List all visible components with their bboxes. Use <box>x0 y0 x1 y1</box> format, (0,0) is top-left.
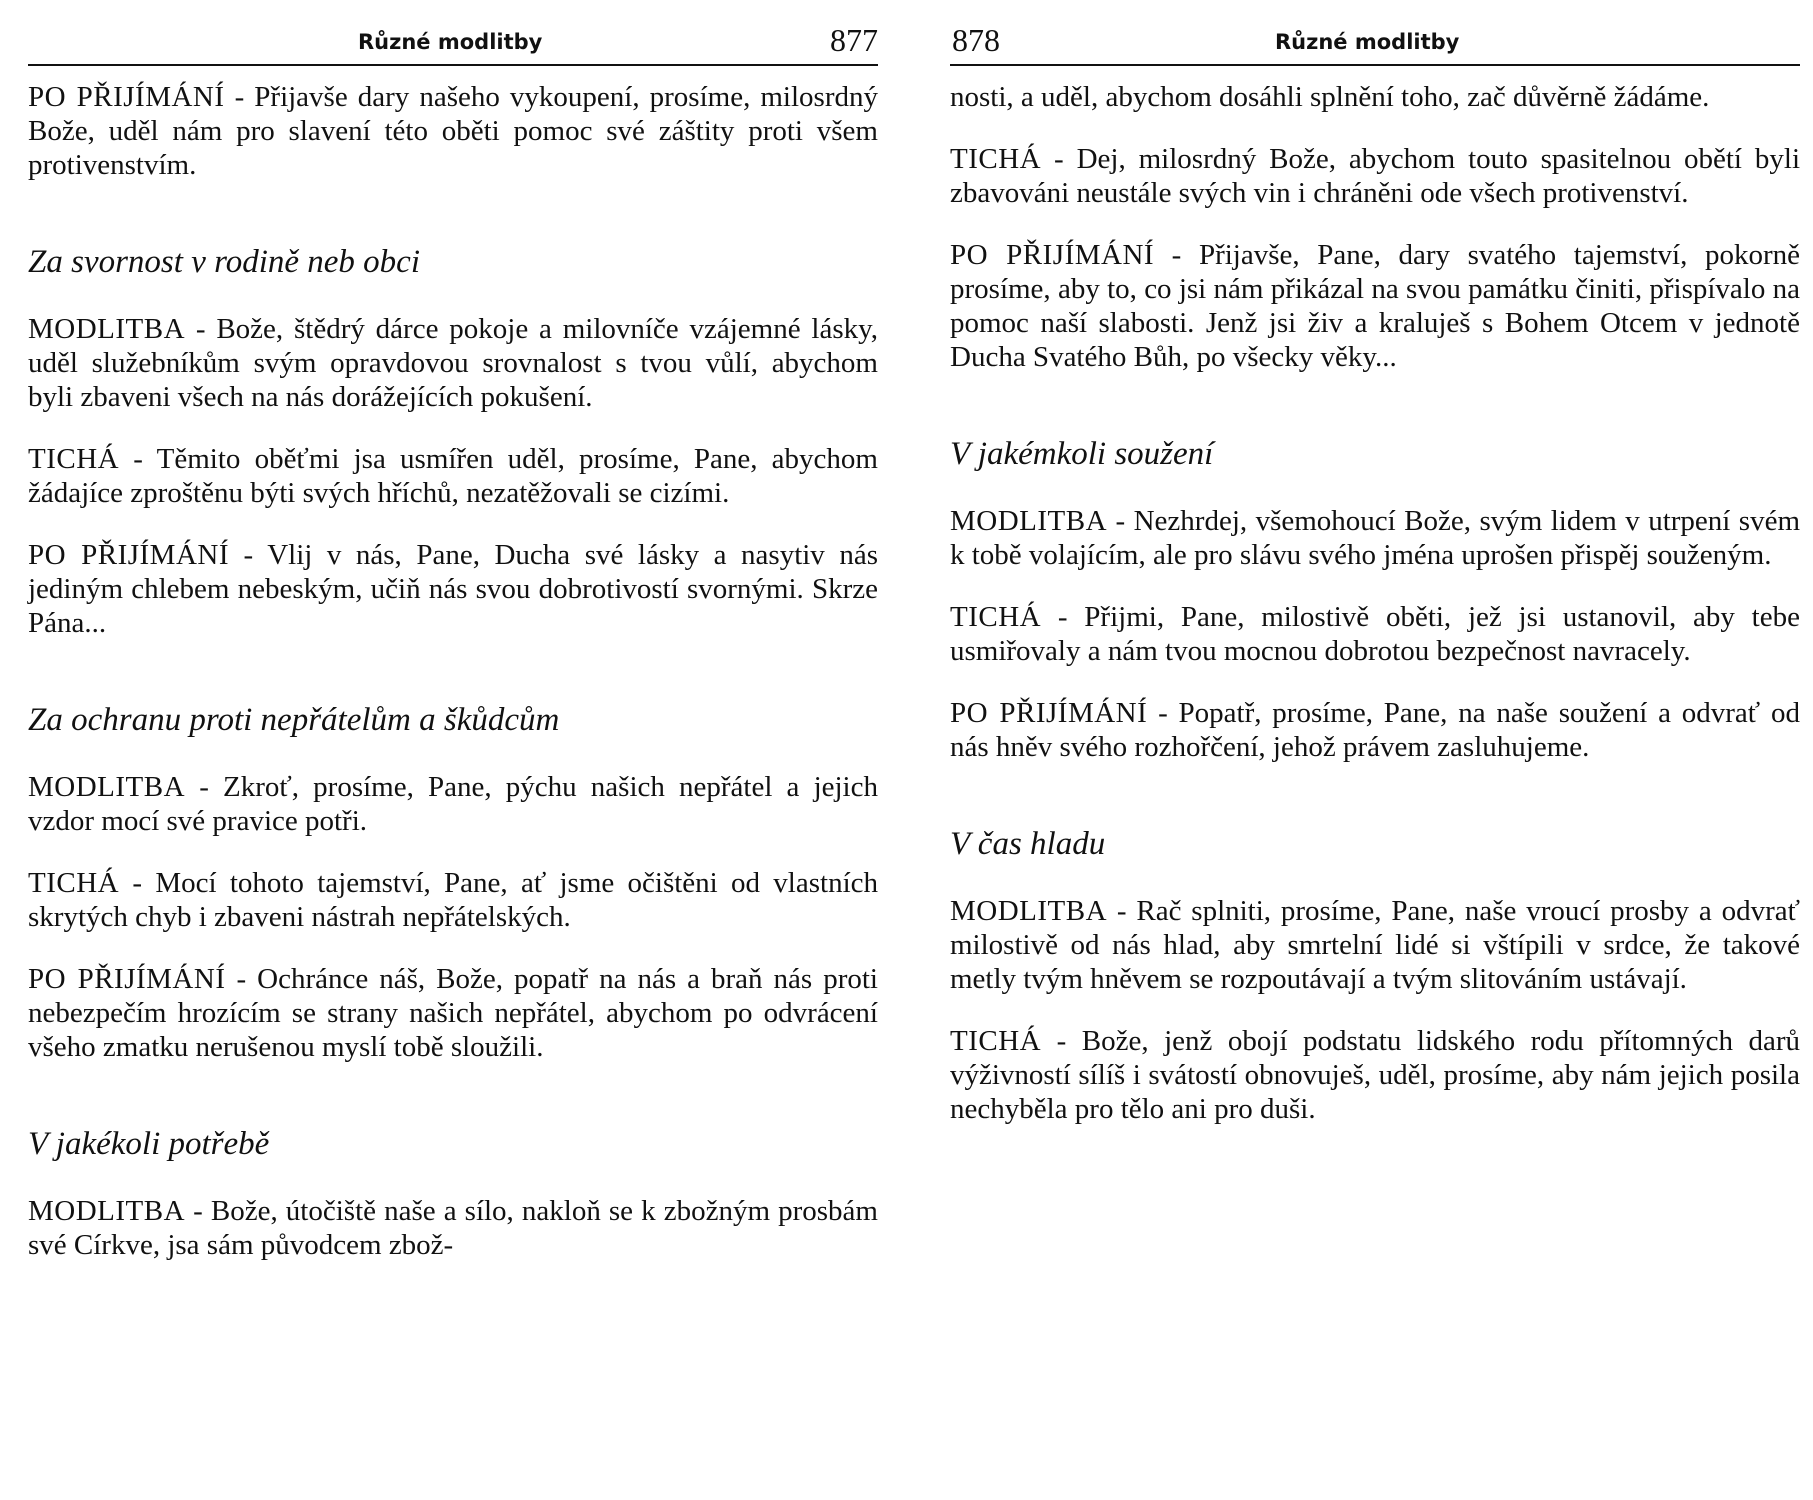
prayer-text: - Bože, jenž obojí podstatu lidského rodu přítomných darů výživností sílíš i svátostí obnovuješ, uděl, prosíme, aby nám jejich posila nechyběla pro tělo ani pro duši. <box>950 1025 1800 1125</box>
prayer-label: PO PŘIJÍMÁNÍ <box>950 697 1148 729</box>
prayer-paragraph <box>28 538 878 640</box>
prayer-paragraph <box>950 142 1800 210</box>
prayer-paragraph <box>28 312 878 414</box>
prayer-label: PO PŘIJÍMÁNÍ <box>28 81 225 113</box>
prayer-paragraph <box>28 770 878 838</box>
prayer-paragraph <box>950 80 1800 114</box>
prayer-text: - Bože, štědrý dárce pokoje a milovníče vzájemné lásky, uděl služebníkům svým opravdovou srovnalost s tvou vůlí, abychom byli zbaveni všech na nás dorážejících pokušení. <box>28 313 878 413</box>
prayer-paragraph <box>28 442 878 510</box>
prayer-paragraph <box>950 504 1800 572</box>
left-page <box>28 0 878 1500</box>
running-head <box>950 24 1800 66</box>
prayer-text: - Nezhrdej, všemohoucí Bože, svým lidem v utrpení svém k tobě volajícím, ale pro slávu svého jména uprošen přispěj souženým. <box>950 505 1800 571</box>
page-body <box>950 80 1800 1154</box>
prayer-text: - Přijavše dary našeho vykoupení, prosíme, milosrdný Bože, uděl nám pro slavení této oběti pomoc své záštity proti všem protivenstvím. <box>28 81 878 181</box>
prayer-label: MODLITBA <box>28 1195 186 1227</box>
prayer-text: - Ochránce náš, Bože, popatř na nás a braň nás proti nebezpečím hrozícím se strany našich nepřátel, abychom po odvrácení všeho zmatku nerušenou myslí tobě sloužili. <box>28 963 878 1063</box>
prayer-label: TICHÁ <box>950 143 1042 175</box>
prayer-text: - Zkroť, prosíme, Pane, pýchu našich nepřátel a jejich vzdor mocí své pravice potři. <box>28 771 878 837</box>
prayer-label: MODLITBA <box>28 313 186 345</box>
prayer-label: TICHÁ <box>950 601 1042 633</box>
prayer-label: MODLITBA <box>950 505 1108 537</box>
prayer-label: TICHÁ <box>28 443 120 475</box>
section-heading: V jakékoli potřebě <box>28 1126 270 1162</box>
prayer-label: TICHÁ <box>950 1025 1042 1057</box>
section-heading: V čas hladu <box>950 826 1106 862</box>
prayer-text: - Mocí tohoto tajemství, Pane, ať jsme očištěni od vlastních skrytých chyb i zbaveni nástrah nepřátelských. <box>28 867 878 933</box>
prayer-text: nosti, a uděl, abychom dosáhli splnění toho, zač důvěrně žádáme. <box>950 81 1710 113</box>
prayer-text: - Rač splniti, prosíme, Pane, naše vroucí prosby a odvrať milostivě od nás hlad, aby smrtelní lidé si vštípili v srdce, že takové metly tvým hněvem se rozpoutávají a tvým slitováním ustávají. <box>950 895 1800 995</box>
prayer-paragraph <box>950 696 1800 764</box>
prayer-text: - Přijmi, Pane, milostivě oběti, jež jsi ustanovil, aby tebe usmiřovaly a nám tvou mocnou dobrotou bezpečnost navracely. <box>950 601 1800 667</box>
prayer-paragraph <box>950 600 1800 668</box>
section-heading: V jakémkoli soužení <box>950 436 1214 472</box>
prayer-label: PO PŘIJÍMÁNÍ <box>950 239 1155 271</box>
prayer-text: - Popatř, prosíme, Pane, na naše soužení a odvrať od nás hněv svého rozhořčení, jehož právem zasluhujeme. <box>950 697 1800 763</box>
prayer-label: MODLITBA <box>28 771 186 803</box>
page-number: 878 <box>952 22 1000 58</box>
right-page <box>950 0 1800 1500</box>
prayer-text: - Vlij v nás, Pane, Ducha své lásky a nasytiv nás jediným chlebem nebeským, učiň nás svou dobrotivostí svornými. Skrze Pána... <box>28 539 878 639</box>
prayer-text: - Přijavše, Pane, dary svatého tajemství, pokorně prosíme, aby to, co jsi nám přikázal na svou památku činiti, přispívalo na pomoc naší slabosti. Jenž jsi živ a kraluješ s Bohem Otcem v jednotě Ducha Svatého Bůh, po všecky věky... <box>950 239 1800 373</box>
page-body <box>28 80 878 1290</box>
prayer-paragraph <box>28 80 878 182</box>
prayer-label: PO PŘIJÍMÁNÍ <box>28 963 226 995</box>
prayer-text: - Dej, milosrdný Bože, abychom touto spasitelnou obětí byli zbavováni neustále svých vin i chráněni ode všech protivenství. <box>950 143 1800 209</box>
prayer-paragraph <box>28 1194 878 1262</box>
prayer-label: MODLITBA <box>950 895 1108 927</box>
section-heading: Za ochranu proti nepřátelům a škůdcům <box>28 702 560 738</box>
prayer-text: - Těmito oběťmi jsa usmířen uděl, prosíme, Pane, abychom žádajíce zproštěnu býti svých hříchů, nezatěžovali se cizími. <box>28 443 878 509</box>
prayer-paragraph <box>28 866 878 934</box>
prayer-paragraph <box>28 962 878 1064</box>
prayer-text: - Bože, útočiště naše a sílo, nakloň se k zbožným prosbám své Církve, jsa sám původcem zbož- <box>28 1195 878 1261</box>
prayer-paragraph <box>950 238 1800 374</box>
running-head-title: Různé modlitby <box>358 30 543 54</box>
prayer-label: TICHÁ <box>28 867 120 899</box>
section-heading: Za svornost v rodině neb obci <box>28 244 420 280</box>
page-number: 877 <box>830 22 878 58</box>
prayer-paragraph <box>950 894 1800 996</box>
prayer-paragraph <box>950 1024 1800 1126</box>
running-head-title: Různé modlitby <box>1275 30 1460 54</box>
prayer-label: PO PŘIJÍMÁNÍ <box>28 539 230 571</box>
running-head <box>28 24 878 66</box>
